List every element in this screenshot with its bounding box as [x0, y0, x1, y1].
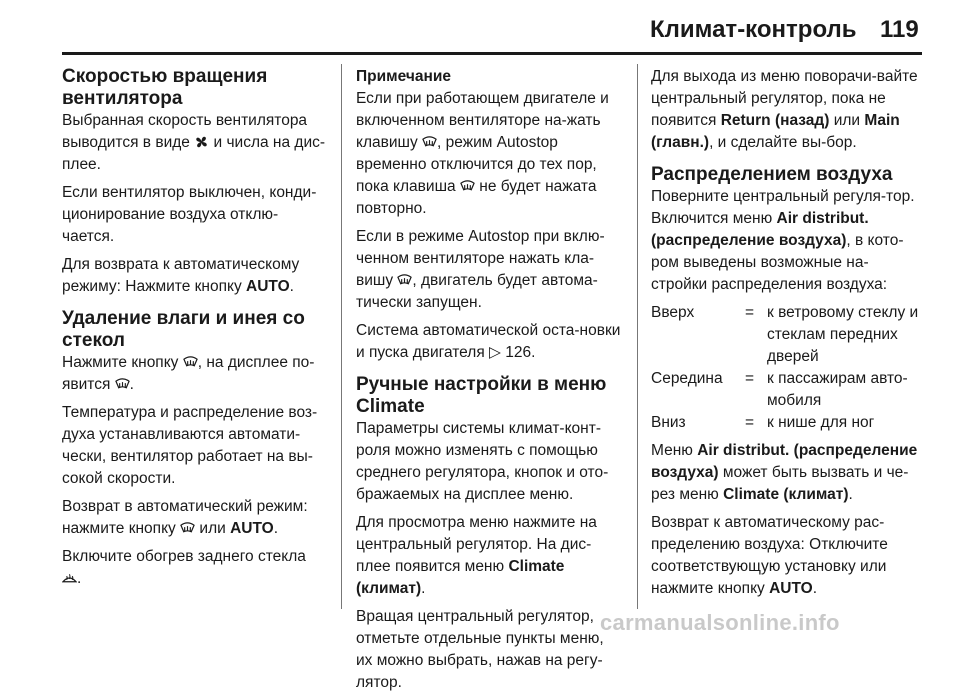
menu-name: Climate (климат) — [723, 486, 849, 503]
header-rule — [62, 52, 922, 55]
menu-name: Air distribut. (распределение воздуха) — [651, 210, 869, 249]
table-cell-desc: к нише для ног — [767, 414, 875, 431]
paragraph: Возврат в автоматический режим: нажмите кнопку или AUTO. — [62, 498, 308, 537]
page-header-title: Климат-контроль — [650, 16, 857, 43]
column-divider-2 — [637, 64, 638, 609]
table-cell-desc: к ветровому стеклу и стеклам передних дверей — [767, 304, 919, 365]
auto-button-label: AUTO — [230, 520, 274, 537]
page-reference[interactable]: 126 — [505, 344, 532, 361]
defog-icon — [180, 521, 195, 535]
paragraph: Выбранная скорость вентилятора выводится в виде и числа на дис-плее. — [62, 112, 326, 173]
menu-name: Climate (климат) — [356, 558, 565, 597]
section-heading-air-distribution: Распределением воздуха — [651, 164, 893, 185]
table-row — [651, 302, 921, 368]
defog-icon — [460, 179, 475, 193]
page-number: 119 — [880, 16, 919, 43]
column-2 — [356, 66, 624, 700]
table-cell-key: Середина — [651, 370, 723, 387]
table-cell-eq: = — [745, 370, 755, 387]
column-divider-1 — [341, 64, 342, 609]
paragraph: Включите обогрев заднего стекла . — [62, 548, 306, 587]
defog-icon — [422, 135, 437, 149]
table-row — [651, 412, 921, 434]
table-cell-key: Вниз — [651, 414, 686, 431]
section-heading-fan-speed: Скоростью вращения вентилятора — [62, 66, 268, 109]
paragraph: Параметры системы климат-конт-роля можно изменять с помощью среднего регулятора, кнопок и ото-бражаемых на дисплее меню. — [356, 420, 609, 503]
rear-window-heat-icon — [62, 571, 77, 585]
table-row — [651, 368, 921, 412]
table-cell-eq: = — [745, 414, 755, 431]
table-cell-desc: к пассажирам авто-мобиля — [767, 370, 908, 409]
paragraph: Возврат к автоматическому рас-пределению воздуха: Отключите соответствующую установку или нажмите кнопку AUTO. — [651, 514, 888, 597]
column-1 — [62, 66, 327, 596]
paragraph: Вращая центральный регулятор, отметьте отдельные пункты меню, их можно выбрать, нажав на регу-лятор. — [356, 608, 604, 691]
paragraph: Нажмите кнопку , на дисплее по-явится . — [62, 354, 315, 393]
table-cell-eq: = — [745, 304, 755, 321]
page-reference-arrow[interactable]: ▷ — [489, 344, 501, 361]
table-cell-key: Вверх — [651, 304, 695, 321]
paragraph: Для выхода из меню поворачи-вайте центральный регулятор, пока не появится Return (назад) или Main (главн.), и сделайте вы-бор. — [651, 68, 918, 151]
paragraph: Для просмотра меню нажмите на центральный регулятор. На дис-плее появится меню Climate (климат). — [356, 514, 597, 597]
air-distribution-table — [651, 302, 921, 434]
note-title: Примечание — [356, 68, 451, 85]
defog-icon — [115, 377, 130, 391]
paragraph: Температура и распределение воз-духа устанавливаются автомати-чески, вентилятор работает на вы-сокой скорости. — [62, 404, 318, 487]
defog-icon — [183, 355, 198, 369]
auto-button-label: AUTO — [246, 278, 290, 295]
paragraph: Система автоматической оста-новки и пуска двигателя ▷ 126. — [356, 322, 621, 361]
paragraph: Для возврата к автоматическому режиму: Нажмите кнопку AUTO. — [62, 256, 300, 295]
section-heading-defog: Удаление влаги и инея со стекол — [62, 308, 305, 351]
menu-name: Return (назад) — [720, 112, 830, 129]
menu-name: Air distribut. (распределение воздуха) — [651, 442, 918, 481]
defog-icon — [397, 273, 412, 287]
paragraph: Если вентилятор выключен, конди-ционирование воздуха отклю-чается. — [62, 184, 317, 245]
paragraph: Если при работающем двигателе и включенном вентиляторе на-жать клавишу , режим Autostop временно отключится до тех пор, пока клавиша не будет нажата повторно. — [356, 90, 609, 217]
watermark: carmanualsonline.info — [600, 610, 840, 635]
paragraph: Поверните центральный регуля-тор. Включится меню Air distribut. (распределение воздуха), в кото-ром выведены возможные на-стройки распределения воздуха: — [651, 188, 915, 293]
column-3 — [651, 66, 921, 606]
section-heading-manual-settings: Ручные настройки в меню Climate — [356, 374, 607, 417]
paragraph: Меню Air distribut. (распределение воздуха) может быть вызвать и че-рез меню Climate (климат). — [651, 442, 918, 503]
fan-icon — [194, 135, 209, 149]
auto-button-label: AUTO — [769, 580, 813, 597]
paragraph: Если в режиме Autostop при вклю-ченном вентиляторе нажать кла-вишу , двигатель будет автома-тически запущен. — [356, 228, 605, 311]
menu-name: Main (главн.) — [651, 112, 900, 151]
